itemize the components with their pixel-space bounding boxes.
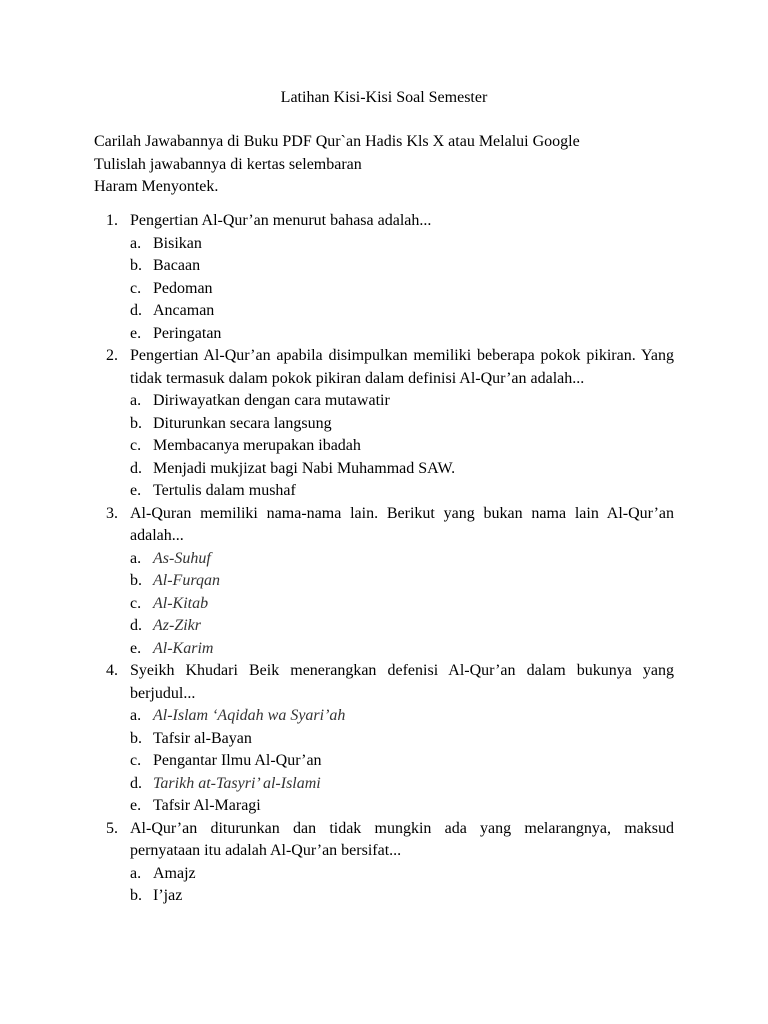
answer-option [0, 233, 768, 256]
option-text: Az-Zikr [153, 617, 201, 634]
question-text: Al-Qur’an diturunkan dan tidak mungkin ada yang melarangnya, maksud pernyataan itu adalah Al-Qur’an bersifat... [130, 819, 674, 859]
answer-option [0, 548, 768, 571]
answer-option [0, 413, 768, 436]
instruction-line: Carilah Jawabannya di Buku PDF Qur`an Hadis Kls X atau Melalui Google [94, 133, 580, 150]
question-text: Pengertian Al-Qur’an apabila disimpulkan memiliki beberapa pokok pikiran. Yang tidak termasuk dalam pokok pikiran dalam definisi Al-Qur’an adalah... [130, 347, 674, 387]
answer-option [0, 255, 768, 278]
question-text: Syeikh Khudari Beik menerangkan defenisi Al-Qur’an dalam bukunya yang berjudul... [130, 662, 674, 702]
option-text: Diriwayatkan dengan cara mutawatir [153, 392, 390, 409]
option-text: I’jaz [153, 887, 183, 904]
option-letter: b. [130, 887, 142, 904]
option-letter: c. [130, 752, 142, 769]
option-text: Al-Furqan [153, 572, 220, 589]
option-text: Amajz [153, 864, 196, 882]
option-letter: a. [130, 549, 142, 567]
question-list [0, 210, 768, 908]
option-letter: d. [130, 774, 142, 792]
answer-option [0, 570, 768, 593]
question-number: 2. [106, 347, 118, 364]
option-letter: b. [130, 257, 142, 274]
option-letter: c. [130, 279, 142, 297]
option-text: Membacanya merupakan ibadah [153, 437, 361, 454]
option-letter: a. [130, 707, 142, 724]
option-letter: a. [130, 864, 142, 882]
answer-option [0, 480, 768, 503]
option-text: Al-Karim [153, 639, 214, 657]
option-text: Pedoman [153, 279, 213, 297]
option-letter: e. [130, 797, 142, 814]
answer-option [0, 458, 768, 481]
option-letter: a. [130, 392, 142, 409]
option-text: Pengantar Ilmu Al-Qur’an [153, 752, 322, 769]
answer-option [0, 863, 768, 886]
answer-option [0, 300, 768, 323]
instructions [94, 131, 694, 199]
answer-option [0, 750, 768, 773]
option-text: Menjadi mukjizat bagi Nabi Muhammad SAW. [153, 459, 456, 477]
option-letter: d. [130, 302, 142, 319]
option-letter: e. [130, 639, 142, 657]
option-letter: e. [130, 482, 142, 499]
option-text: Bisikan [153, 234, 202, 252]
option-text: Tafsir Al-Maragi [153, 797, 261, 814]
option-text: Tafsir al-Bayan [153, 729, 252, 747]
option-letter: c. [130, 437, 142, 454]
question-number: 4. [106, 662, 118, 679]
question-item [0, 345, 768, 503]
option-letter: a. [130, 234, 142, 252]
answer-option [0, 795, 768, 818]
question-number: 1. [106, 212, 118, 229]
answer-option [0, 885, 768, 908]
option-letter: d. [130, 459, 142, 477]
option-text: Peringatan [153, 324, 222, 342]
instruction-line: Tulislah jawabannya di kertas selembaran [94, 155, 362, 173]
answer-option [0, 435, 768, 458]
answer-option [0, 390, 768, 413]
question-item [0, 210, 768, 345]
option-letter: b. [130, 414, 142, 432]
option-text: As-Suhuf [153, 549, 211, 567]
answer-option [0, 593, 768, 616]
option-letter: d. [130, 617, 142, 634]
option-text: Diturunkan secara langsung [153, 414, 332, 432]
question-text: Al-Quran memiliki nama-nama lain. Berikut yang bukan nama lain Al-Qur’an adalah... [130, 504, 674, 544]
option-text: Tertulis dalam mushaf [153, 482, 296, 499]
page-title: Latihan Kisi-Kisi Soal Semester [280, 89, 488, 106]
question-number: 3. [106, 504, 118, 522]
option-text: Bacaan [153, 257, 201, 274]
question-item [0, 818, 768, 908]
option-letter: c. [130, 594, 142, 612]
answer-option [0, 705, 768, 728]
question-text: Pengertian Al-Qur’an menurut bahasa adalah... [130, 212, 432, 229]
question-item [0, 503, 768, 661]
option-letter: b. [130, 572, 142, 589]
option-text: Al-Kitab [153, 594, 209, 612]
option-text: Al-Islam ‘Aqidah wa Syari’ah [153, 707, 346, 724]
answer-option [0, 615, 768, 638]
option-text: Ancaman [153, 302, 215, 319]
option-letter: e. [130, 324, 142, 342]
answer-option [0, 323, 768, 346]
answer-option [0, 728, 768, 751]
question-item [0, 660, 768, 818]
option-text: Tarikh at-Tasyri’ al-Islami [153, 774, 321, 792]
answer-option [0, 278, 768, 301]
option-letter: b. [130, 729, 142, 747]
instruction-line: Haram Menyontek. [94, 178, 219, 195]
question-number: 5. [106, 819, 118, 837]
answer-option [0, 773, 768, 796]
answer-option [0, 638, 768, 661]
